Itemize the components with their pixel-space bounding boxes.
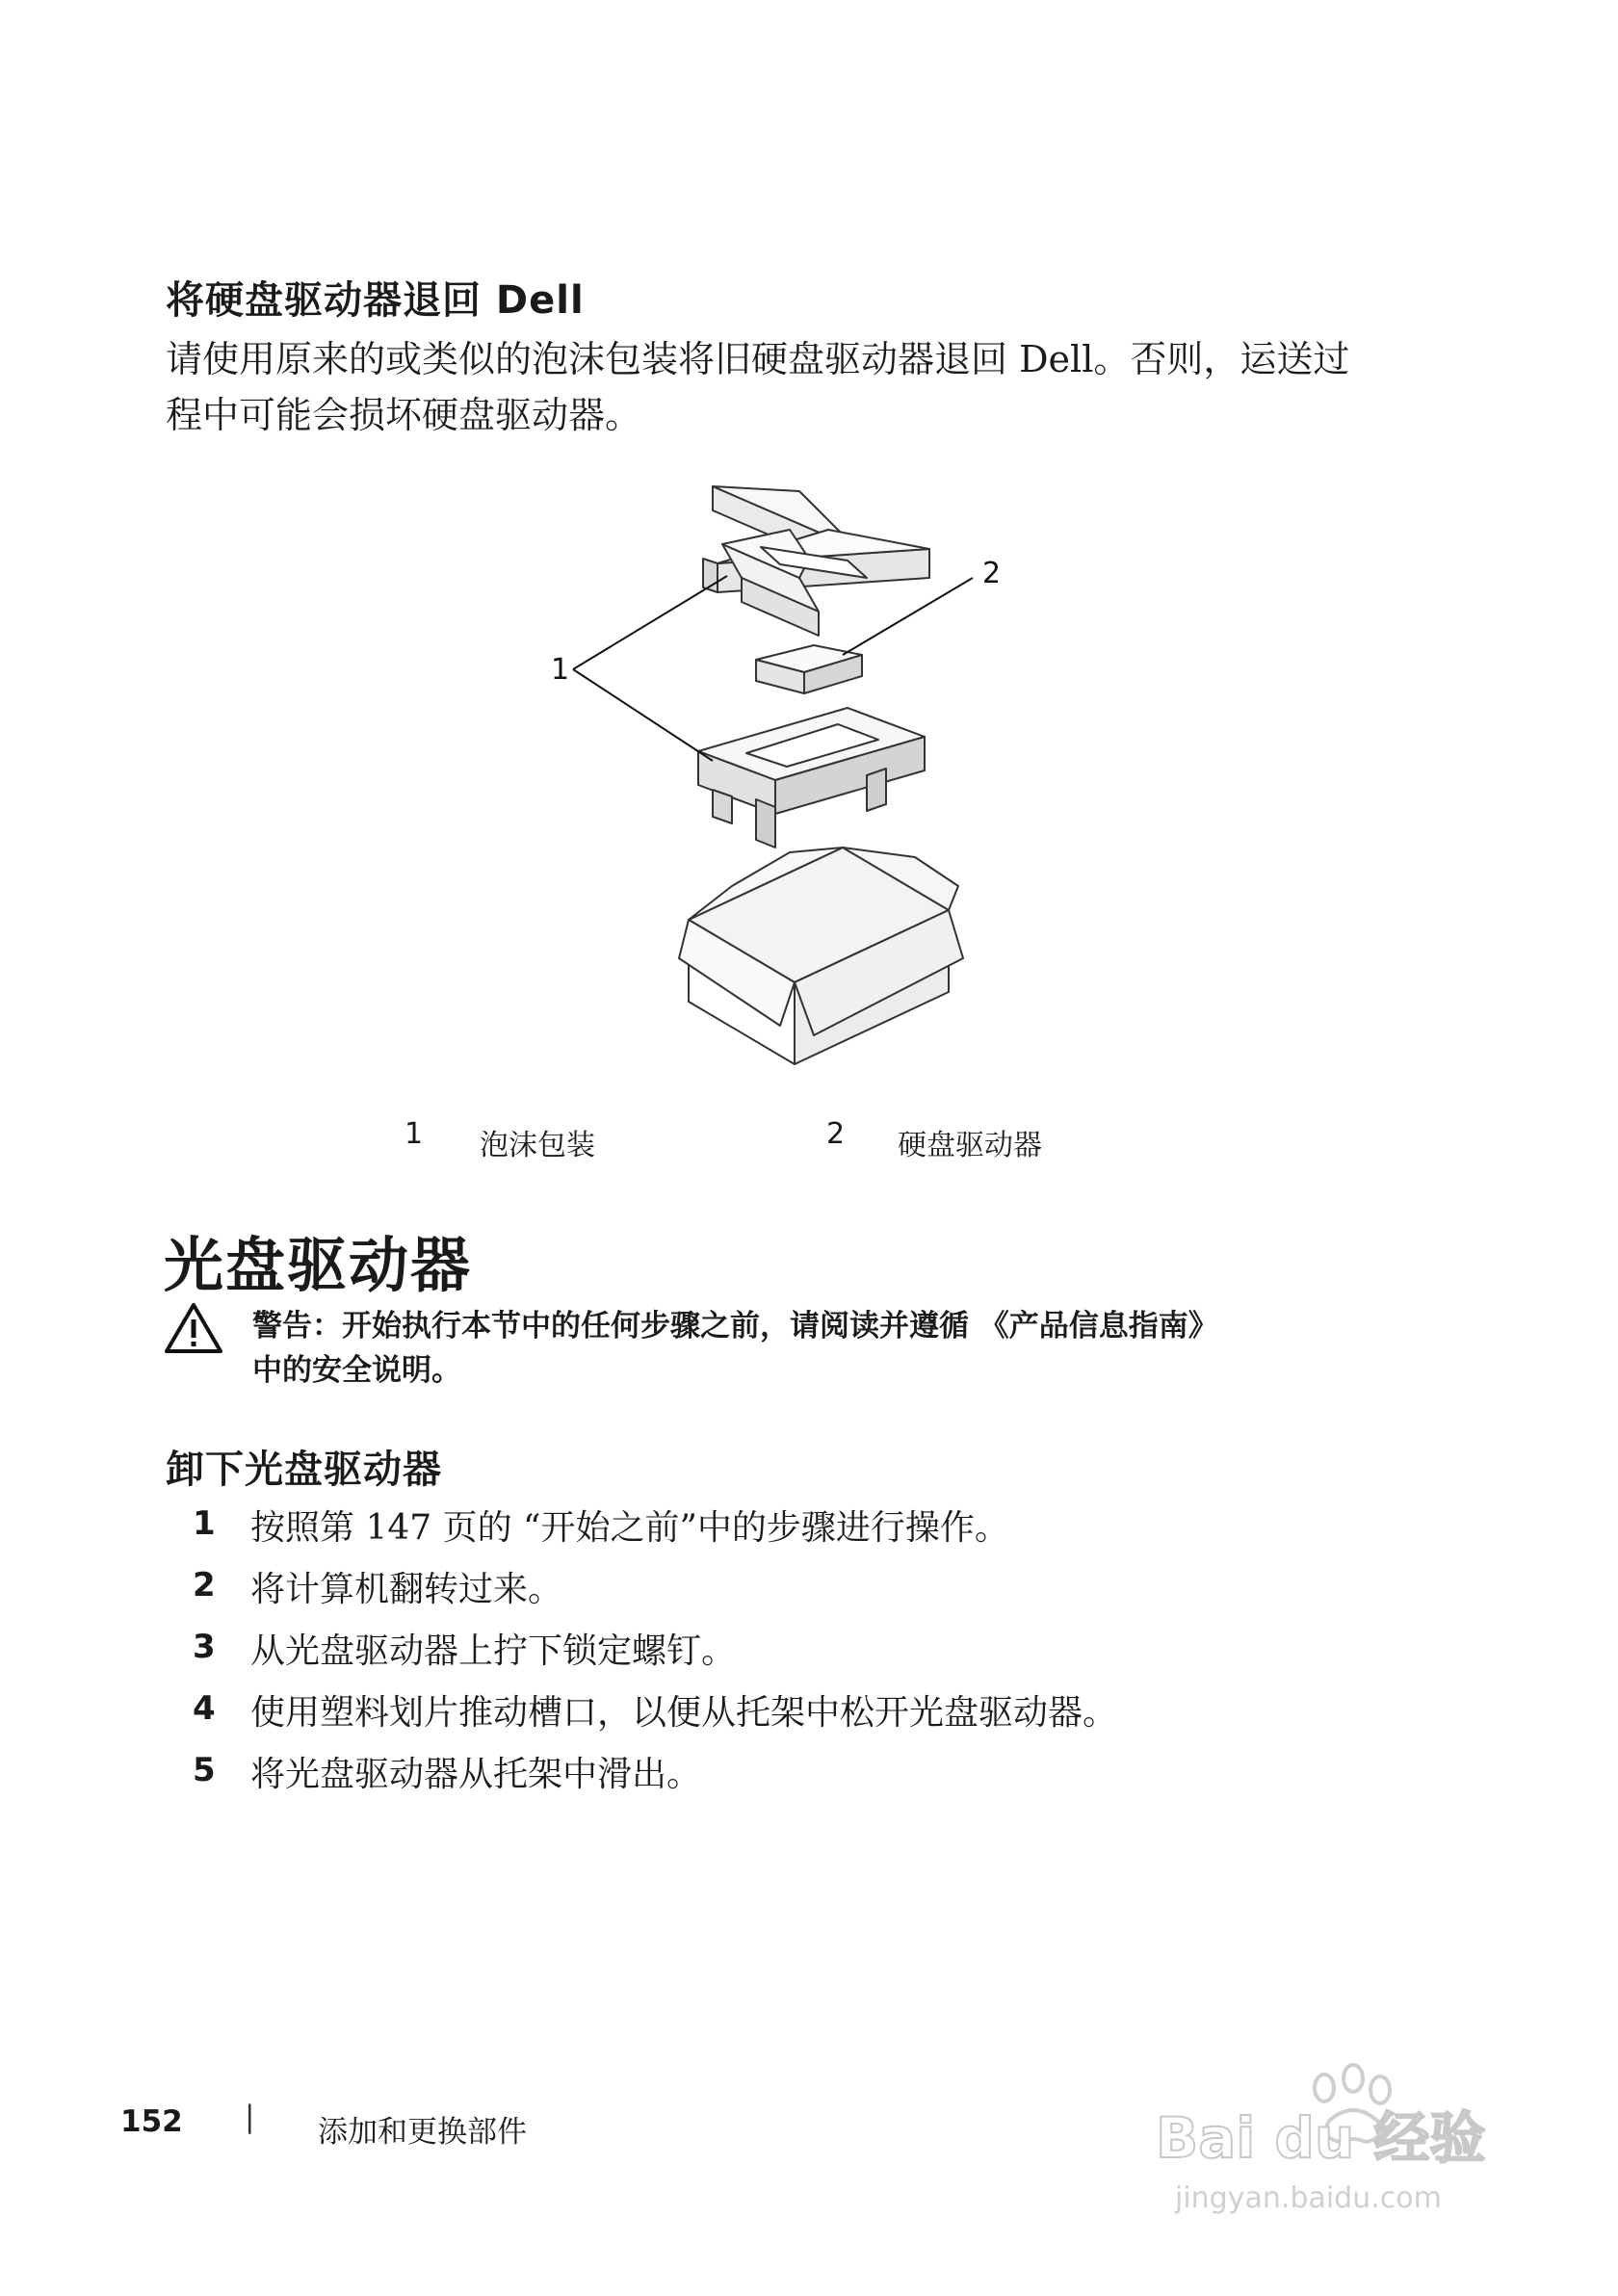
step-text-5: 将光盘驱动器从托架中滑出。 xyxy=(250,1755,702,1794)
callout-label-2: 2 xyxy=(982,557,1002,590)
return-paragraph xyxy=(166,331,1514,443)
warning-icon xyxy=(164,1302,223,1354)
watermark-logo-text: Bai du 经验 xyxy=(1156,2105,1486,2171)
return-paragraph-line-1: 请使用原来的或类似的泡沫包装将旧硬盘驱动器退回 Dell。否则，运送过 xyxy=(166,338,1350,380)
remove-optical-subtitle: 卸下光盘驱动器 xyxy=(166,1448,442,1492)
step-text-2: 将计算机翻转过来。 xyxy=(250,1570,563,1609)
legend-item-1 xyxy=(404,1117,423,1151)
warning-line-2: 中的安全说明。 xyxy=(252,1353,461,1388)
legend-number-1: 1 xyxy=(404,1117,424,1151)
legend-item-2 xyxy=(826,1117,845,1151)
warning-block xyxy=(252,1304,1504,1393)
return-paragraph-line-2: 程中可能会损坏硬盘驱动器。 xyxy=(166,394,642,436)
step-text-4: 使用塑料划片推动槽口，以便从托架中松开光盘驱动器。 xyxy=(250,1693,1118,1733)
box-shape xyxy=(679,848,963,1064)
watermark-url: jingyan.baidu.com xyxy=(1175,2181,1442,2215)
foam-packaging-illustration xyxy=(482,472,1021,1098)
step-number-3: 3 xyxy=(193,1628,216,1666)
page-number: 152 xyxy=(120,2104,183,2139)
legend-label-2: 硬盘驱动器 xyxy=(898,1129,1042,1162)
warning-line-1: 警告：开始执行本节中的任何步骤之前，请阅读并遵循 《产品信息指南》 xyxy=(252,1309,1218,1344)
step-number-1: 1 xyxy=(193,1504,216,1543)
baidu-jingyan-watermark xyxy=(1146,2042,1531,2234)
chapter-title: 添加和更换部件 xyxy=(318,2115,527,2150)
footer-separator: | xyxy=(245,2100,255,2134)
legend-number-2: 2 xyxy=(826,1117,846,1151)
step-text-3: 从光盘驱动器上拧下锁定螺钉。 xyxy=(250,1631,737,1671)
optical-section-title: 光盘驱动器 xyxy=(164,1230,473,1300)
step-number-2: 2 xyxy=(193,1566,216,1605)
bottom-foam-piece xyxy=(698,708,925,848)
top-foam-piece xyxy=(703,486,929,636)
legend-label-1: 泡沫包装 xyxy=(480,1129,595,1162)
step-text-1: 按照第 147 页的 “开始之前”中的步骤进行操作。 xyxy=(250,1508,1009,1548)
callout-label-1: 1 xyxy=(551,653,570,687)
step-number-5: 5 xyxy=(193,1751,216,1789)
step-number-4: 4 xyxy=(193,1689,216,1728)
return-section-title: 将硬盘驱动器退回 Dell xyxy=(166,278,585,323)
